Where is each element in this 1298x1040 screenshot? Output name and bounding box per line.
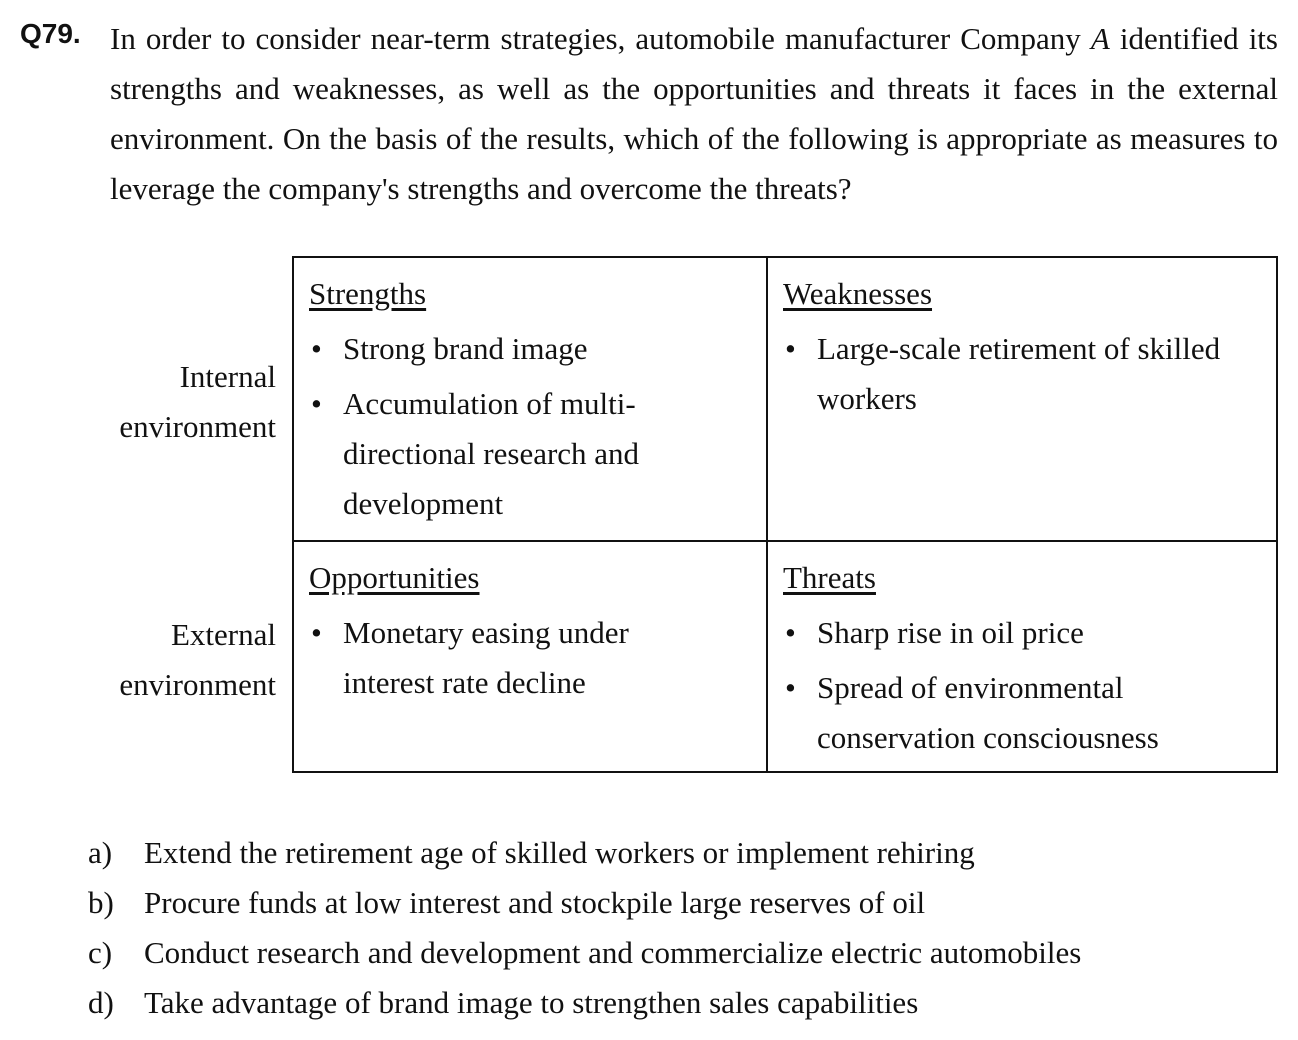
answer-option-c[interactable]	[88, 928, 1278, 978]
weaknesses-title: Weaknesses	[783, 276, 933, 311]
threat-item: • Sharp rise in oil price	[783, 608, 1276, 658]
row-label-internal-line-2: environment	[119, 409, 276, 444]
threats-cell	[768, 540, 1276, 771]
question-text	[110, 14, 1278, 214]
swot-table	[292, 256, 1278, 773]
option-letter: b)	[88, 885, 114, 920]
question-text-part-1: In order to consider near-term strategies, automobile manufacturer Company	[110, 21, 1091, 56]
strengths-list	[309, 324, 766, 529]
weakness-item: • Large-scale retirement of skilled workers	[783, 324, 1276, 424]
answer-option-b[interactable]	[88, 878, 1278, 928]
strengths-title: Strengths	[309, 276, 427, 311]
threat-item: • Spread of environmental conservation consciousness	[783, 663, 1276, 763]
weaknesses-cell	[768, 258, 1276, 540]
threats-title: Threats	[783, 560, 876, 595]
row-label-internal	[119, 352, 276, 452]
opportunities-title: Opportunities	[309, 560, 480, 595]
row-label-external-line-2: environment	[119, 667, 276, 702]
question-number: Q79.	[20, 18, 81, 49]
option-text: Take advantage of brand image to strengthen sales capabilities	[144, 985, 919, 1020]
company-name: A	[1090, 21, 1110, 56]
weaknesses-list	[783, 324, 1276, 424]
question-text-part-2: identified its strengths and weaknesses, as well as the opportunities and threats it faces in the external environment. On the basis of the results, which of the following is appropriate as measures to leverage the company's strengths and overcome the threats?	[110, 21, 1278, 206]
option-letter: d)	[88, 985, 114, 1020]
strengths-cell	[294, 258, 768, 540]
opportunities-cell	[294, 540, 768, 771]
threats-list	[783, 608, 1276, 763]
row-label-external	[119, 610, 276, 710]
option-text: Conduct research and development and commercialize electric automobiles	[144, 935, 1082, 970]
strength-item: • Accumulation of multi-directional research and development	[309, 379, 766, 529]
row-label-external-line-1: External	[170, 617, 276, 652]
option-letter: c)	[88, 935, 113, 970]
answer-option-d[interactable]	[88, 978, 1278, 1028]
strength-item: • Strong brand image	[309, 324, 766, 374]
answer-option-a[interactable]	[88, 828, 1278, 878]
row-label-internal-line-1: Internal	[179, 359, 276, 394]
opportunity-item: • Monetary easing under interest rate decline	[309, 608, 766, 708]
option-text: Extend the retirement age of skilled workers or implement rehiring	[144, 835, 975, 870]
opportunities-list	[309, 608, 766, 708]
answer-options	[88, 828, 1278, 1028]
option-text: Procure funds at low interest and stockpile large reserves of oil	[144, 885, 926, 920]
option-letter: a)	[88, 835, 113, 870]
